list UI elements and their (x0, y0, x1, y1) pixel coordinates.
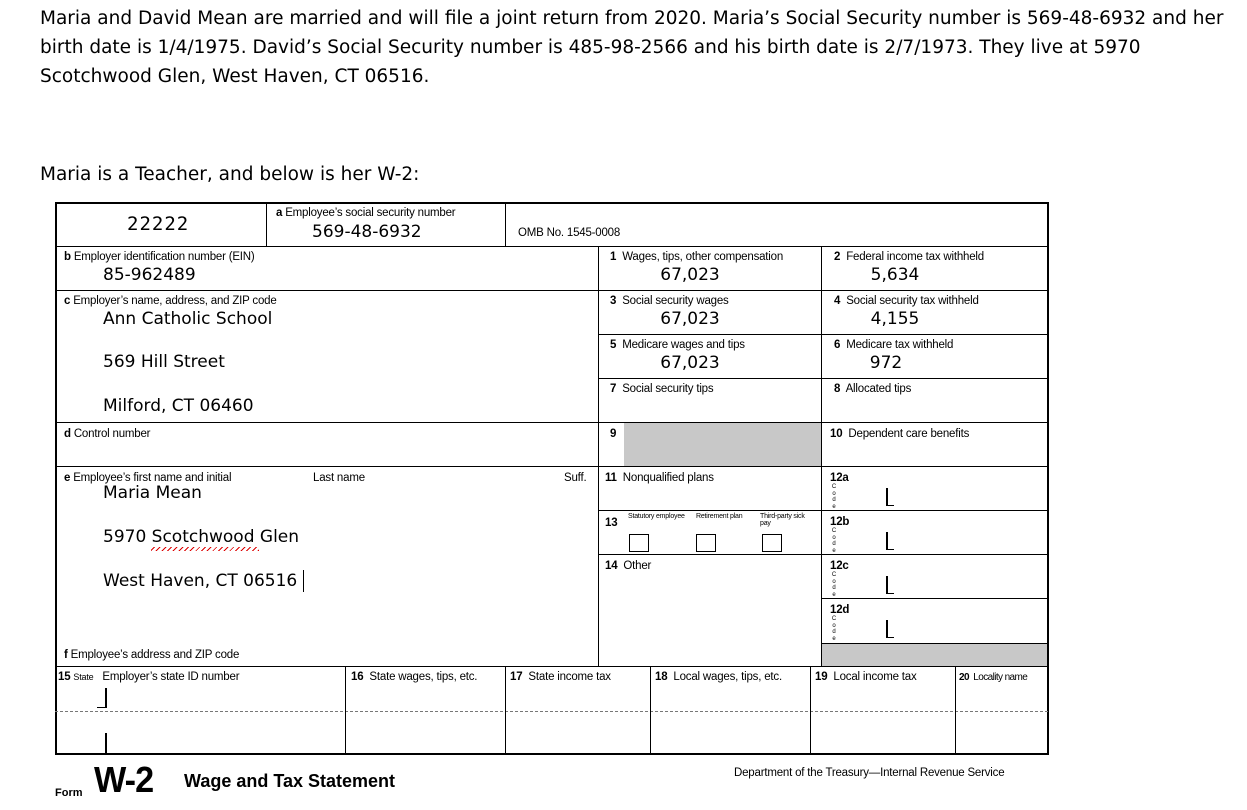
box18-label: 18 Local wages, tips, etc. (655, 671, 782, 683)
box13-statutory-checkbox[interactable] (629, 534, 649, 552)
box8-label: 8 Allocated tips (834, 383, 912, 395)
box4-label: 4 Social security tax withheld (834, 295, 979, 307)
box3-value[interactable]: 67,023 (660, 309, 720, 329)
box15-divider-1 (105, 688, 107, 708)
box12d-label: 12d (830, 604, 850, 616)
box9-shaded (624, 423, 821, 466)
box5-value[interactable]: 67,023 (660, 353, 720, 373)
box12c-label: 12c (830, 560, 849, 572)
box13-retirement-label: Retirement plan (696, 513, 743, 520)
control-number-label: d Control number (64, 428, 151, 440)
box19-label: 19 Local income tax (815, 671, 917, 683)
box14-label: 14 Other (605, 560, 652, 572)
intro-subheading: Maria is a Teacher, and below is her W-2: (40, 164, 420, 185)
intro-paragraph: Maria and David Mean are married and will file a joint return from 2020. Maria’s Social Security number is 569-48-6932 and her birth date is 1/4/1975. David’s Social Security number is 485-98-2566 and his birth date is 2/7/1973. They live at 5970 Scotchwood Glen, West Haven, CT 06516. (40, 8, 1224, 87)
box10-label: 10 Dependent care benefits (830, 428, 970, 440)
employee-street[interactable]: 5970 Scotchwood Glen (103, 527, 300, 547)
employer-city[interactable]: Milford, CT 06460 (103, 396, 254, 416)
box13-thirdparty-label: Third-party sick pay (760, 513, 805, 527)
void-code: 22222 (127, 213, 190, 235)
box13-retirement-checkbox[interactable] (696, 534, 716, 552)
box16-label: 16 State wages, tips, etc. (351, 671, 478, 683)
box12b-divider (886, 532, 888, 550)
box12a-label: 12a (830, 472, 849, 484)
box4-value[interactable]: 4,155 (870, 309, 920, 329)
treasury-department: Department of the Treasury—Internal Revenue Service (734, 767, 1005, 779)
box2-label: 2 Federal income tax withheld (834, 251, 984, 263)
box1-value[interactable]: 67,023 (660, 265, 720, 285)
box20-label: 20 Locality name (959, 672, 1028, 683)
spellcheck-underline (151, 547, 259, 551)
employee-last-label: Last name (313, 472, 365, 484)
box17-label: 17 State income tax (510, 671, 611, 683)
employer-label: c Employer’s name, address, and ZIP code (64, 295, 277, 307)
box12d-code-letters: C o d e (831, 616, 837, 642)
box9-label: 9 (610, 428, 617, 440)
box13-label: 13 (605, 517, 618, 529)
box15-divider-2 (105, 733, 107, 753)
box12b-code-letters: C o d e (831, 528, 837, 554)
omb-number: OMB No. 1545-0008 (518, 227, 621, 239)
w2-top-border (55, 202, 1048, 204)
box2-value[interactable]: 5,634 (870, 265, 920, 285)
employee-name[interactable]: Maria Mean (103, 483, 202, 503)
box12a-code-letters: C o d e (831, 484, 837, 510)
box5-label: 5 Medicare wages and tips (610, 339, 745, 351)
box12a-divider (886, 488, 888, 506)
w2-bottom-border (55, 753, 1049, 755)
employee-address-label: f Employee’s address and ZIP code (64, 649, 240, 661)
ssn-label: a Employee’s social security number (276, 207, 456, 219)
box15-label: 15 State Employer’s state ID number (58, 671, 240, 683)
box12c-code-letters: C o d e (831, 572, 837, 598)
ein-value[interactable]: 85-962489 (103, 265, 196, 285)
box7-label: 7 Social security tips (610, 383, 714, 395)
form-title: Wage and Tax Statement (184, 771, 396, 791)
employee-suffix-label: Suff. (564, 472, 587, 484)
box3-label: 3 Social security wages (610, 295, 729, 307)
box11-label: 11 Nonqualified plans (605, 472, 714, 484)
employee-city[interactable]: West Haven, CT 06516 (103, 571, 298, 591)
employer-street[interactable]: 569 Hill Street (103, 352, 225, 372)
box12c-divider (886, 576, 888, 594)
box6-label: 6 Medicare tax withheld (834, 339, 954, 351)
box12b-label: 12b (830, 516, 850, 528)
box12d-divider (886, 620, 888, 638)
employee-first-label: e Employee’s first name and initial (64, 472, 232, 484)
box6-value[interactable]: 972 (869, 353, 903, 373)
box1-label: 1 Wages, tips, other compensation (610, 251, 784, 263)
spellcheck-word: Scotchwood (151, 527, 255, 547)
box13-statutory-label: Statutory employee (628, 513, 685, 520)
employer-name[interactable]: Ann Catholic School (103, 309, 273, 329)
form-name: W-2 (94, 759, 154, 800)
form-word: Form (55, 787, 83, 799)
box12-shaded (822, 644, 1047, 666)
text-cursor (303, 570, 304, 592)
box13-thirdparty-checkbox[interactable] (762, 534, 782, 552)
ein-label: b Employer identification number (EIN) (64, 251, 255, 263)
w2-right-border (1047, 202, 1049, 754)
ssn-value[interactable]: 569-48-6932 (312, 222, 422, 242)
w2-left-border (55, 202, 57, 754)
